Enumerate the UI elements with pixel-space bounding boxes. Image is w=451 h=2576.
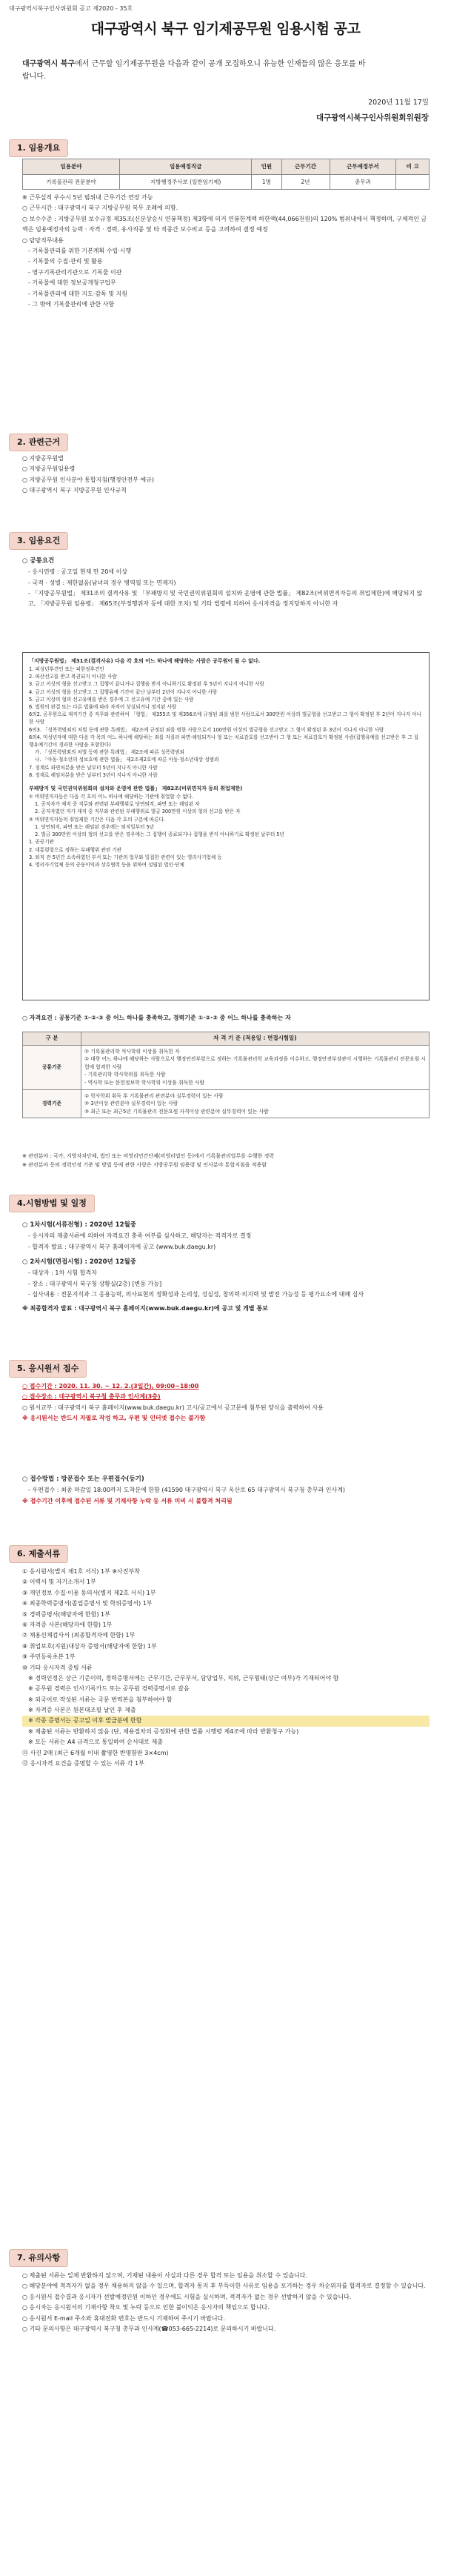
duty-item: - 기록물에 대한 정보공개청구업무 (28, 279, 116, 287)
overview-note: ○ 보수수준 : 지방공무원 보수규정 제35조(신분상승시 연봉책정) 제3항에 의거 연봉한계액 하한액(44,066천원)의 120% 범위내에서 책정하며, 구체적인 금액은 임용예정자의 능력 · 자격 · 경력, 유사직종 및 타 직종간 보수비교 등을 고려하여 결정 예정 (22, 215, 427, 233)
document-item: ⑨ 주민등록초본 1부 (22, 1653, 76, 1661)
section-title-requirements: 3. 임용요건 (9, 532, 68, 550)
box-line: 2. 벌금 300만원 이상의 형의 선고를 받은 경우에는 그 집행이 종료되거나 집행을 받지 아니하기로 확정된 날부터 5년 (35, 831, 284, 838)
document-item: ⑩ 기타 응시자격 증빙 서류 (22, 1664, 93, 1671)
common-requirement: - 「지방공무원법」 제31조의 결격사유 및 「부패방지 및 국민권익위원회의 설치와 운영에 관한 법률」 제82조(비위면직자등의 취업제한)에 해당되지 않고, 「지방공무원 임용령」 제65조(부정행위자 등에 대한 조치) 및 기타 법령에 의하여 응시자격을 정지당하지 아니한 자 (28, 590, 423, 608)
overview-note: ○ 근무시간 : 대구광역시 북구 지방공무원 복무 조례에 의함. (22, 205, 178, 212)
intro-rest: 에서 근무할 임기제공무원을 다음과 같이 공개 모집하오니 유능한 인재들의 많은 응모를 바랍니다. (22, 60, 366, 81)
overview-header-cell: 근무기간 (281, 159, 330, 175)
caution-item: ○ 응시원서 접수결과 응시자가 선발예정인원 이하인 경우에도 시험을 실시하며, 적격자가 없는 경우 선발하지 않을 수 있습니다. (22, 2293, 352, 2300)
document-item: ② 이력서 및 자기소개서 1부 (22, 1579, 96, 1586)
overview-block (22, 159, 430, 310)
box-line: 5. 금고 이상의 형의 선고유예를 받은 경우에 그 선고유예 기간 중에 있는 사람 (29, 696, 194, 703)
overview-cell: 총무과 (330, 174, 396, 190)
qualification-header-row (23, 1032, 430, 1046)
duty-item: - 기록물관리에 대한 지도·감독 및 지원 (28, 290, 128, 297)
document-note: ※ 각종 증명서는 공고일 이후 발급분에 한함 (22, 1716, 430, 1726)
box-line: 6의3. 「성폭력범죄의 처벌 등에 관한 특례법」 제2조에 규정된 죄를 범한 사람으로서 100만원 이상의 벌금형을 선고받고 그 형이 확정된 후 3년이 지나지 아니한 사람 (29, 726, 384, 733)
box-line: 2. 대통령령으로 정하는 부패행위 관련 기관 (29, 846, 122, 853)
box-line: 6의2. 공무원으로 재직기간 중 직무와 관련하여 「형법」 제355조 및 제356조에 규정된 죄를 범한 사람으로서 300만원 이상의 벌금형을 선고받고 그 형이 확정된 후 2년이 지나지 아니한 사람 (29, 711, 421, 726)
section-title-overview: 1. 임용개요 (9, 139, 68, 157)
qualification-header-cell: 구 분 (23, 1032, 81, 1046)
common-requirements-head: ○ 공통요건 (22, 557, 55, 565)
documents-block (22, 1567, 430, 1769)
box-line: 1. 공직자가 재직 중 직무와 관련된 부패행위로 당연퇴직, 파면 또는 해임된 자 (35, 801, 200, 808)
document-note: ※ 외국어로 작성된 서류는 국문 번역본을 첨부하여야 함 (28, 1696, 173, 1703)
application-form: ○ 원서교부 : 대구광역시 북구 홈페이지(www.buk.daegu.kr) 고시/공고에서 공고문에 첨부된 양식을 출력하여 사용 (22, 1404, 324, 1411)
notice-number: 대구광역시북구인사위원회 공고 제2020 - 35호 (9, 5, 133, 12)
overview-header-cell: 임용분야 (23, 159, 120, 175)
issuing-org: 대구광역시북구인사위원회위원장 (315, 113, 429, 122)
section-title-schedule: 4.시험방법 및 일정 (9, 1195, 95, 1212)
qualification-line: ① 학사학위 취득 후 기록물관리 관련분야 실무경력이 있는 사람 (84, 1092, 224, 1099)
intro-paragraph (22, 58, 370, 83)
qualification-line: ③ 최근 또는 최근5년 기록물관리 전문요원 자격이상 관련분야 실무경력이 있는 사람 (84, 1108, 269, 1115)
application-period: ○ 접수기간 : 2020. 11. 30. ~ 12. 2.(3일간), 09:00~18:00 (22, 1383, 199, 1390)
qualification-header-cell: 자 격 기 준 (적용일 : 면접시험일) (81, 1032, 430, 1046)
document-item: ⑦ 채용신체검사서 (최종합격자에 한함) 1부 (22, 1632, 136, 1639)
box-line: 가. 「성폭력범죄의 처벌 등에 관한 특례법」 제2조에 따른 성폭력범죄 (35, 749, 184, 756)
disqualification-box (22, 652, 430, 1000)
qualification-line: ② 대학 어느 하나에 해당하는 사람으로서 행정안전부령으로 정하는 기록물관리학 교육과정을 이수하고, 행정안전부장관이 시행하는 기록물관리 전문요원 시험에 합격한 사람 (84, 1056, 426, 1070)
box-line: ② 비위면직자등의 취업제한 기간은 다음 각 호의 구분에 따른다. (29, 816, 166, 823)
application-note: ※ 응시원서는 반드시 자필로 작성 하고, 우편 및 인터넷 접수는 불가함 (22, 1415, 206, 1422)
qualification-label: 경력기준 (23, 1089, 81, 1118)
box-line: 4. 금고 이상의 형을 선고받고 그 집행유예 기간이 끝난 날부터 2년이 지나지 아니한 사람 (29, 688, 218, 695)
box-line: ① 비위면직자등은 다음 각 호의 어느 하나에 해당하는 기관에 취업할 수 없다. (29, 793, 194, 800)
box-line: 1. 피성년후견인 또는 피한정후견인 (29, 665, 104, 672)
qualification-line: ① 기록물관리학 석사학위 이상을 취득한 자 (84, 1048, 180, 1055)
overview-cell: 지방행정주사보 (일반임기제) (120, 174, 252, 190)
cautions-block (22, 2271, 430, 2334)
qualification-table (22, 1032, 430, 1118)
duty-item: - 기록물의 수집·관리 및 활용 (28, 258, 103, 265)
overview-cell: 2년 (281, 174, 330, 190)
box-line: 6의4. 미성년자에 대한 다음 각 목의 어느 하나에 해당하는 죄를 저질러 파면·해임되거나 형 또는 치료감호를 선고받아 그 형 또는 치료감호가 확정된 사람(집행유예를 선고받은 후 그 집행유예기간이 경과한 사람을 포함한다) (29, 734, 419, 748)
overview-note: ※ 근무실적 우수시 5년 범위내 근무기간 연장 가능 (22, 194, 153, 201)
schedule-item: - 대상자 : 1차 시험 합격자 (28, 1269, 97, 1277)
application-place: ○ 접수장소 : 대구광역시 북구청 총무과 인사계(3층) (22, 1393, 161, 1401)
basis-block (22, 454, 430, 497)
document-note: ※ 경력인정은 상근 기준이며, 경력증명서에는 근무기간, 근무부서, 담당업무, 직위, 근무형태(상근 여부)가 기재되어야 함 (28, 1674, 339, 1682)
overview-cell (396, 174, 430, 190)
duty-item: - 기록물관리를 위한 기본계획 수립·시행 (28, 247, 132, 254)
basis-item: ○ 대구광역시 북구 지방공무원 인사규칙 (22, 487, 127, 494)
duty-item: - 그 밖에 기록물관리에 관한 사항 (28, 300, 115, 308)
overview-note: ○ 담당직무내용 (22, 236, 64, 244)
schedule-stage: ○ 2차시험(면접시험) : 2020년 12월중 (22, 1258, 136, 1267)
box-line: 8. 징계로 해임처분을 받은 날부터 3년이 지나지 아니한 사람 (29, 771, 158, 778)
document-note: ※ 모든 서류는 A4 규격으로 통일하여 순서대로 제출 (28, 1739, 163, 1746)
schedule-stage: ○ 1차시험(서류전형) : 2020년 12월중 (22, 1221, 136, 1229)
document-note: ※ 제출된 서류는 반환하지 않음 (단, 채용절차의 공정화에 관한 법률 시행령 제4조에 따라 반환청구 가능) (28, 1727, 299, 1735)
box-line: 6. 법원의 판결 또는 다른 법률에 따라 자격이 상실되거나 정지된 사람 (29, 703, 177, 710)
box-line: 2. 파산선고를 받고 복권되지 아니한 사람 (29, 674, 117, 680)
caution-item: ○ 제출된 서류는 일체 반환하지 않으며, 기재된 내용이 사실과 다른 경우 합격 또는 임용을 취소할 수 있습니다. (22, 2272, 308, 2279)
box-line: 4. 영리사기업체 등의 공동이익과 상호협력 등을 위하여 설립된 법인·단체 (29, 861, 184, 868)
document-note: ※ 자격증 사본은 원본대조필 날인 후 제출 (28, 1707, 136, 1714)
duty-item: - 영구기록관리기관으로 기록물 이관 (28, 268, 122, 276)
overview-cell: 기록물관리 전문분야 (23, 174, 120, 190)
schedule-item: - 심사내용 : 전문지식과 그 응용능력, 의사표현의 정확성과 논리성, 성실성, 창의력·의지력 및 발전 가능성 등 평가요소에 대해 심사 (28, 1291, 364, 1298)
qualification-table-wrap (22, 1032, 430, 1118)
submission-item: - 우편접수 : 최종 마감일 18:00까지 도착분에 한함 (41590 대구광역시 북구 옥산로 65 대구광역시 북구청 총무과 인사계) (28, 1487, 346, 1494)
box-line: 1. 당연퇴직, 파면 또는 해임된 경우에는 퇴직일부터 5년 (35, 823, 155, 830)
document-item: ① 응시원서(별지 제1호 서식) 1부 ※사진부착 (22, 1568, 140, 1575)
basis-item: ○ 지방공무원법 (22, 455, 64, 462)
requirements-block (22, 553, 430, 610)
basis-item: ○ 지방공무원 인사분야 통합지침(행정안전부 예규) (22, 476, 154, 483)
box-line: 3. 금고 이상의 형을 선고받고 그 집행이 끝나거나 집행을 받지 아니하기로 확정된 후 5년이 지나지 아니한 사람 (29, 681, 264, 688)
qualification-label: 공통기준 (23, 1045, 81, 1089)
overview-header-cell: 인원 (252, 159, 281, 175)
caution-item: ○ 해당분야에 적격자가 없을 경우 채용하지 않을 수 있으며, 합격자 통지 후 부득이한 사유로 임용을 포기하는 경우 차순위자를 합격자로 결정할 수 있습니다. (22, 2283, 426, 2290)
overview-table-header (23, 159, 430, 175)
application-block (22, 1381, 430, 1424)
document-item: ③ 개인정보 수집·이용 동의서(별지 제2호 서식) 1부 (22, 1589, 156, 1596)
table-row (23, 174, 430, 190)
qualification-line: - 역사학 또는 문헌정보학 학사학위 이상을 취득한 사람 (84, 1080, 205, 1086)
qualification-cell (81, 1045, 430, 1089)
document-item: ⑫ 응시자격 요건을 증명할 수 있는 서류 각 1부 (22, 1760, 144, 1767)
section-title-basis: 2. 관련근거 (9, 434, 68, 451)
box-heading: 「지방공무원법」 제31조(결격사유) 다음 각 호의 어느 하나에 해당하는 사람은 공무원이 될 수 없다. (29, 658, 261, 664)
schedule-item: - 합격자 발표 : 대구광역시 북구 홈페이지에 공고 (www.buk.daegu.kr) (28, 1243, 216, 1250)
overview-header-cell: 근무예정부서 (330, 159, 396, 175)
box-line: 7. 징계로 파면처분을 받은 날부터 5년이 지나지 아니한 사람 (29, 764, 158, 771)
overview-header-cell: 임용예정직급 (120, 159, 252, 175)
qualification-cell (81, 1089, 430, 1118)
schedule-block (22, 1217, 430, 1314)
section-title-application: 5. 응시원서 접수 (9, 1360, 87, 1378)
document-note: ※ 공무원 경력은 인사기록카드 또는 공무원 경력증명서로 갈음 (28, 1685, 190, 1693)
common-requirement: - 응시연령 : 공고일 현재 만 20세 이상 (28, 568, 128, 576)
document-item: ④ 최종학력증명서(졸업증명서 및 학위증명서) 1부 (22, 1600, 153, 1607)
document-item: ⑤ 경력증명서(해당자에 한함) 1부 (22, 1610, 110, 1618)
qualification-line: - 기록관리학 학사학위를 취득한 사람 (84, 1072, 166, 1078)
caution-item: ○ 응시원서 E-mail 주소와 휴대전화 번호는 반드시 기재하여 주시기 바랍니다. (22, 2314, 225, 2322)
schedule-item: - 장소 : 대구광역시 북구청 상황실(2층) [변동 가능] (28, 1280, 162, 1287)
submission-method: ○ 접수방법 : 방문접수 또는 우편접수(등기) (22, 1475, 144, 1483)
box-line: 나. 「아동·청소년의 성보호에 관한 법률」 제2조제2호에 따른 아동·청소년대상 성범죄 (35, 757, 219, 763)
common-requirement: - 국적 · 성별 : 제한없음(남녀의 경우 병역필 또는 면제자) (28, 579, 176, 586)
schedule-item: - 응시자의 제출서류에 의하여 자격요건 충족 여부를 심사하고, 해당자는 적격자로 결정 (28, 1232, 252, 1240)
box-line: 1. 공공기관 (29, 839, 54, 846)
section-title-documents: 6. 제출서류 (9, 1545, 68, 1563)
section-title-cautions: 7. 유의사항 (9, 2249, 68, 2267)
qualification-note: ※ 관련분야 : 국가, 지방자치단체, 법인 또는 비영리민간단체(비영리법인 등)에서 기록물관리업무를 수행한 경력 (22, 1153, 275, 1159)
table-row (23, 1045, 430, 1089)
table-row (23, 1089, 430, 1118)
submission-method-block (22, 1471, 430, 1507)
overview-table (22, 159, 430, 190)
qualification-head: ○ 자격요건 : 공통기준 ①·②·③ 중 어느 하나를 충족하고, 경력기준 ①·②·③ 중 어느 하나를 충족하는 자 (22, 1015, 291, 1021)
basis-item: ○ 지방공무원임용령 (22, 465, 76, 473)
final-announcement: ※ 최종합격자 발표 : 대구광역시 북구 홈페이지(www.buk.daegu.kr)에 공고 및 개별 통보 (22, 1304, 268, 1312)
box-heading: 부패방지 및 국민권익위원회의 설치와 운영에 관한 법률」 제82조(비위면직자 등의 취업제한) (29, 786, 243, 792)
submission-note: ※ 접수기간 이후에 접수된 서류 및 기재사항 누락 등 서류 미비 시 불합격 처리됨 (22, 1497, 233, 1504)
page-title: 대구광역시 북구 임기제공무원 임용시험 공고 (90, 21, 361, 37)
document-item: ⑪ 사진 2매 (최근 6개월 이내 촬영한 반명함판 3×4cm) (22, 1749, 169, 1756)
caution-item: ○ 기타 문의사항은 대구광역시 북구청 총무과 인사계(☎053-665-2214)로 문의하시기 바랍니다. (22, 2325, 276, 2332)
overview-cell: 1명 (252, 174, 281, 190)
notice-date: 2020년 11월 17일 (368, 99, 429, 107)
qualification-line: ② 3년이상 관련분야 실무경력이 있는 사람 (84, 1101, 178, 1107)
document-item: ⑥ 자격증 사본(해당자에 한함) 1부 (22, 1621, 113, 1628)
box-line: 2. 공직자였던 자가 재직 중 직무와 관련된 부패행위로 벌금 300만원 이상의 형의 선고를 받은 자 (35, 809, 241, 815)
qualification-note: ※ 관련분야 등의 경력인정 기준 및 방법 등에 관한 사항은 지방공무원 임용령 및 인사분야 통합지침을 적용함 (22, 1161, 267, 1168)
intro-lead: 대구광역시 북구 (22, 60, 76, 68)
overview-header-cell: 비 고 (396, 159, 430, 175)
document-item: ⑧ 취업보호(지원)대상자 증명서(해당자에 한함) 1부 (22, 1642, 157, 1650)
qualification-notes (22, 1152, 430, 1170)
caution-item: ○ 응시자는 응시원서의 기재사항 착오 및 누락 등으로 인한 불이익은 응시자의 책임으로 합니다. (22, 2304, 270, 2311)
box-line: 3. 퇴직 전 5년간 소속하였던 부서 또는 기관의 업무와 밀접한 관련이 있는 영리사기업체 등 (29, 854, 222, 860)
